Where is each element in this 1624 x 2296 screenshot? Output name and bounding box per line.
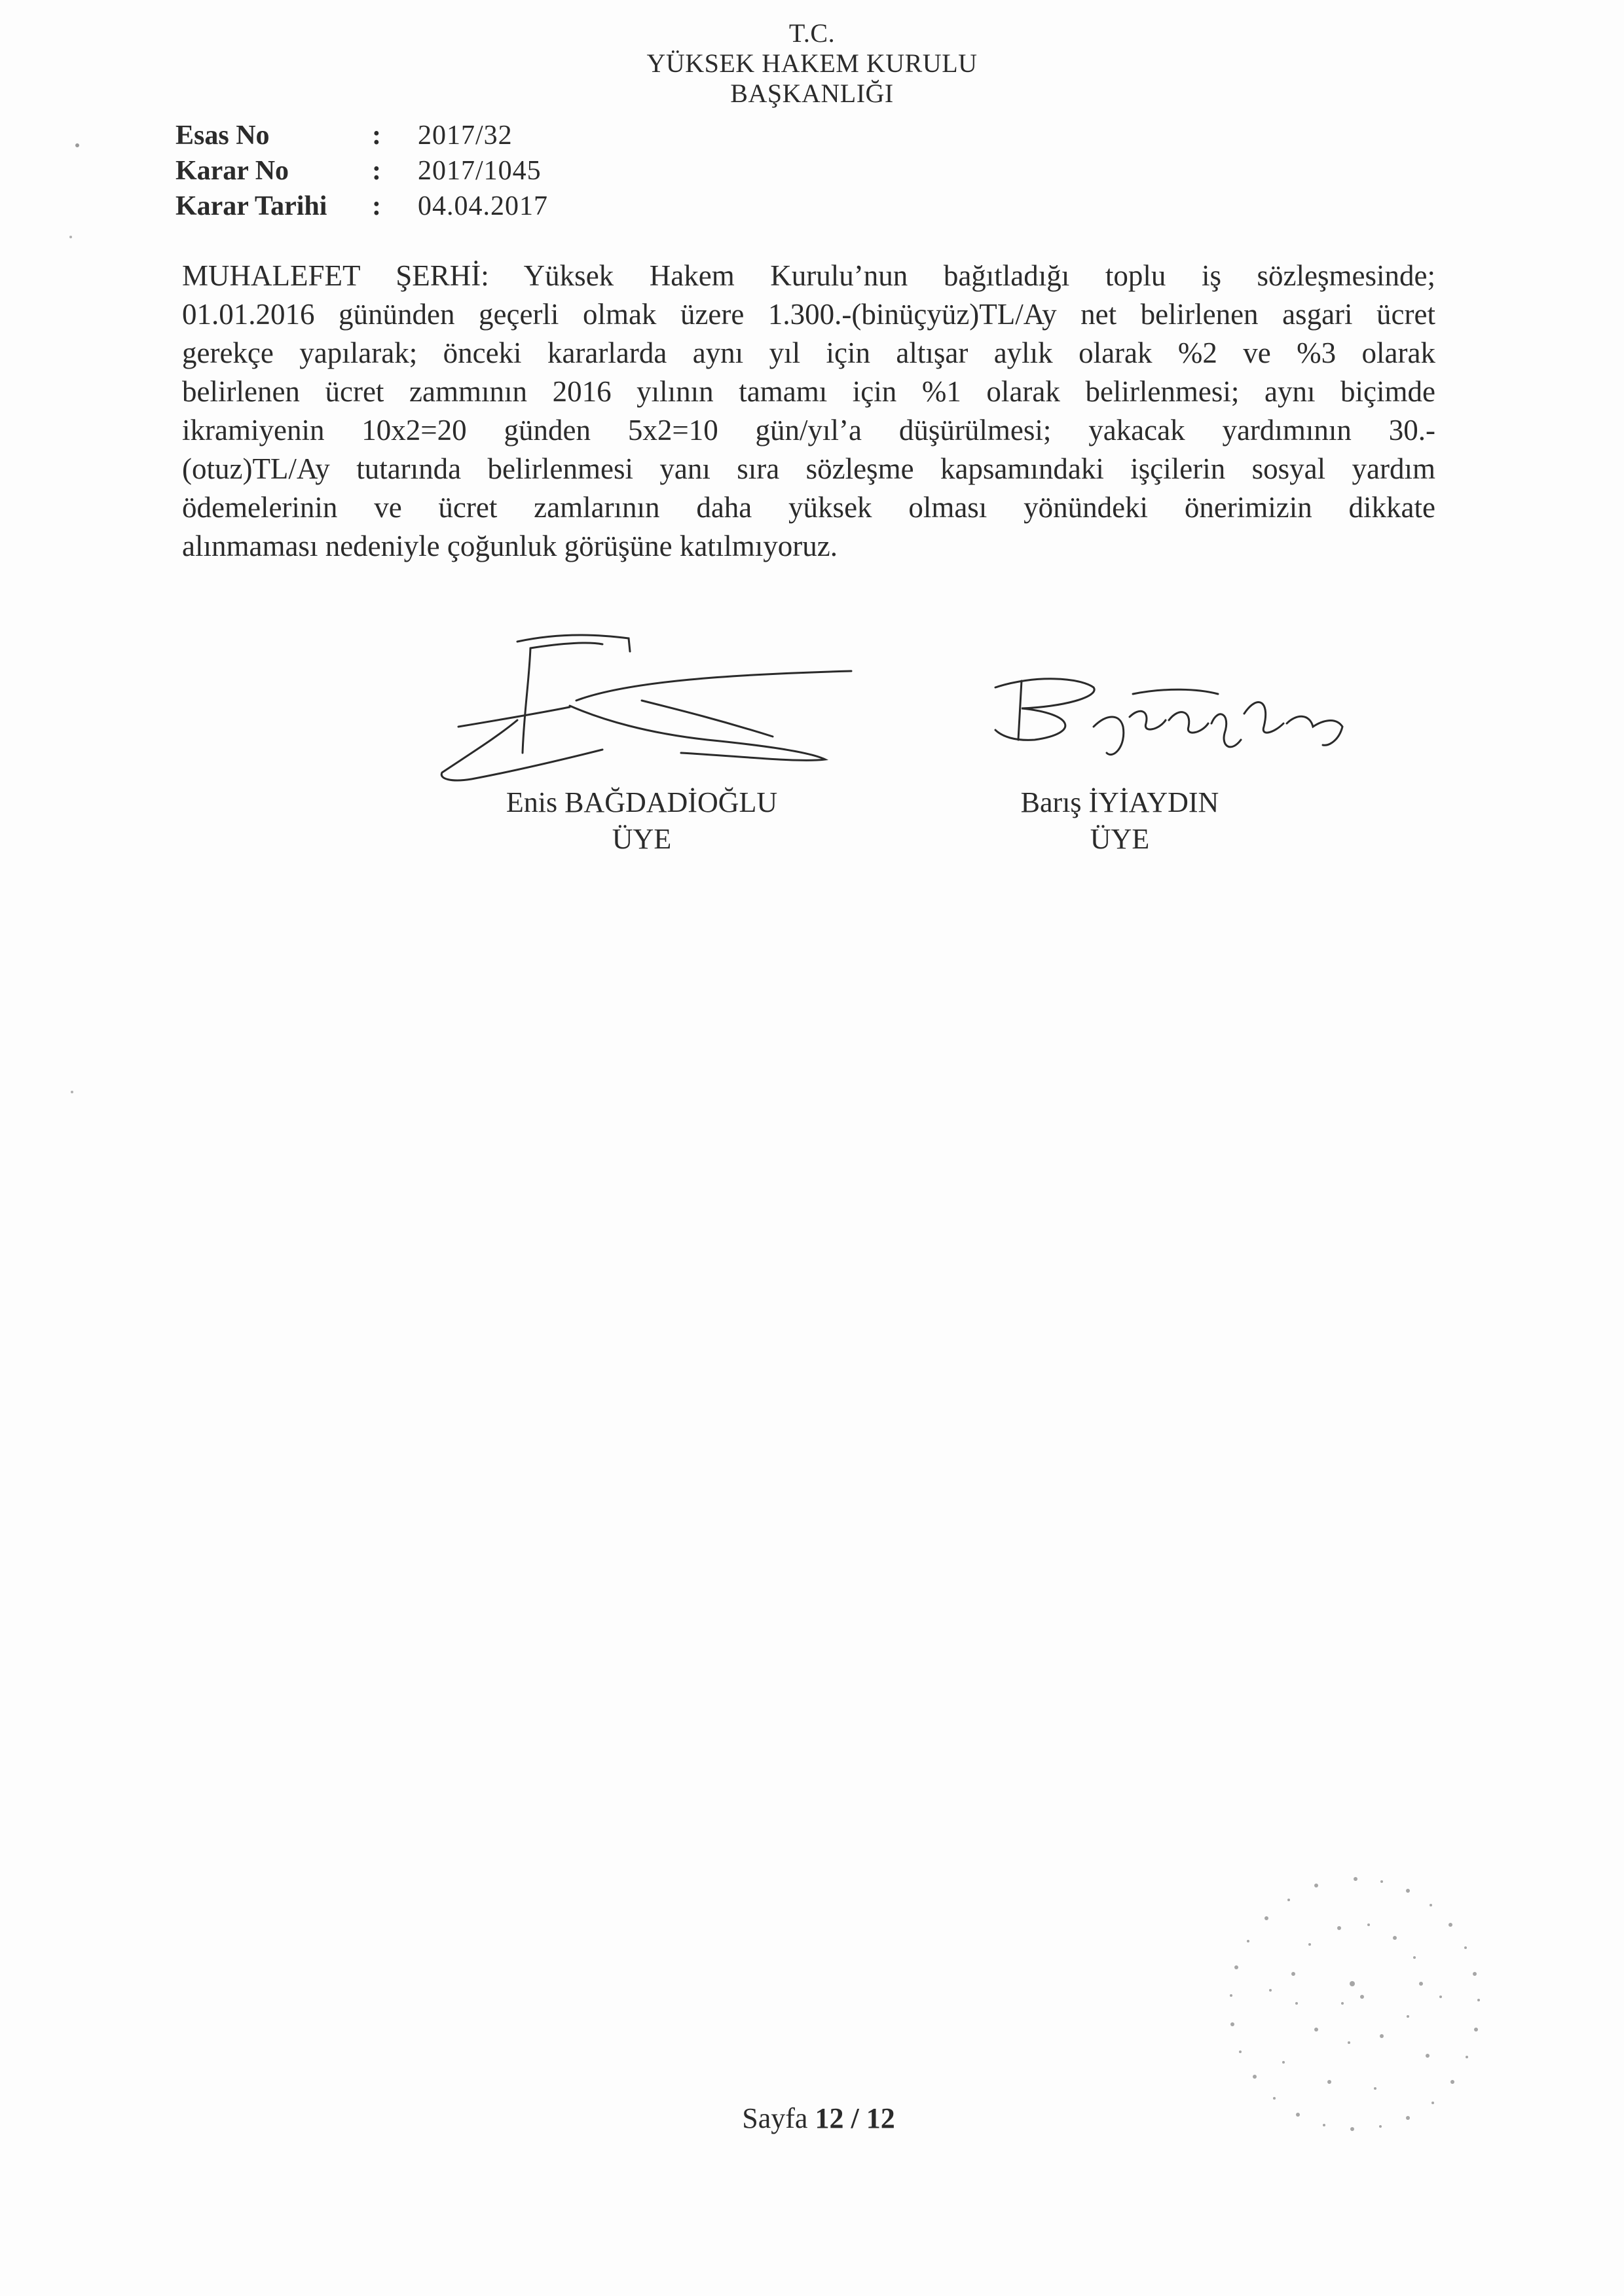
paragraph-line: ödemelerinin ve ücret zamlarının daha yüksek olması yönündeki önerimizin dikkate bbox=[182, 491, 1435, 524]
karar-label: Karar No bbox=[175, 156, 289, 186]
paragraph-line: (otuz)TL/Ay tutarında belirlenmesi yanı sıra sözleşme kapsamındaki işçilerin sosyal yardım bbox=[182, 452, 1435, 485]
case-metadata bbox=[175, 118, 548, 224]
signatory-left-title: ÜYE bbox=[612, 823, 672, 855]
header-line-office: BAŞKANLIĞI bbox=[730, 79, 894, 108]
paragraph-line: alınmaması nedeniyle çoğunluk görüşüne katılmıyoruz. bbox=[182, 530, 838, 562]
karar-value: 2017/1045 bbox=[418, 156, 542, 186]
signatory-right-name: Barış İYİAYDIN bbox=[1020, 786, 1219, 818]
paragraph-line: MUHALEFET ŞERHİ: Yüksek Hakem Kurulu’nun bağıtladığı toplu iş sözleşmesinde; bbox=[182, 259, 1435, 292]
header-line-tc: T.C. bbox=[788, 18, 836, 48]
tarih-label: Karar Tarihi bbox=[175, 191, 327, 221]
signature-right-icon bbox=[982, 668, 1356, 766]
meta-row-tarih bbox=[175, 189, 548, 224]
paragraph-line: gerekçe yapılarak; önceki kararlarda aynı yıl için altışar aylık olarak %2 ve %3 olarak bbox=[182, 337, 1435, 369]
esas-label: Esas No bbox=[175, 120, 270, 151]
signature-left-icon bbox=[432, 622, 917, 799]
meta-row-karar bbox=[175, 153, 548, 189]
tarih-value: 04.04.2017 bbox=[418, 191, 548, 221]
page-footer bbox=[694, 2102, 943, 2135]
karar-colon: : bbox=[372, 156, 381, 186]
signatory-left bbox=[458, 784, 825, 858]
paragraph-line: 01.01.2016 gününden geçerli olmak üzere 1.300.-(binüçyüz)TL/Ay net belirlenen asgari ücret bbox=[182, 298, 1435, 331]
meta-row-esas bbox=[175, 118, 548, 153]
page-number: 12 / 12 bbox=[815, 2102, 895, 2134]
tarih-colon: : bbox=[372, 191, 381, 221]
page-footer-prefix: Sayfa bbox=[742, 2102, 815, 2134]
esas-colon: : bbox=[372, 120, 381, 151]
signatory-left-name: Enis BAĞDADİOĞLU bbox=[506, 786, 778, 818]
official-stamp-icon bbox=[1211, 1866, 1500, 2154]
signatory-right bbox=[950, 784, 1290, 858]
header-line-institution: YÜKSEK HAKEM KURULU bbox=[646, 48, 978, 78]
institution-header bbox=[576, 18, 1048, 109]
paragraph-line: ikramiyenin 10x2=20 günden 5x2=10 gün/yıl’a düşürülmesi; yakacak yardımının 30.- bbox=[182, 414, 1435, 446]
paragraph-line: belirlenen ücret zammının 2016 yılının tamamı için %1 olarak belirlenmesi; aynı biçimde bbox=[182, 375, 1435, 408]
dissent-paragraph bbox=[182, 257, 1435, 566]
esas-value: 2017/32 bbox=[418, 120, 513, 151]
signatory-right-title: ÜYE bbox=[1090, 823, 1150, 855]
